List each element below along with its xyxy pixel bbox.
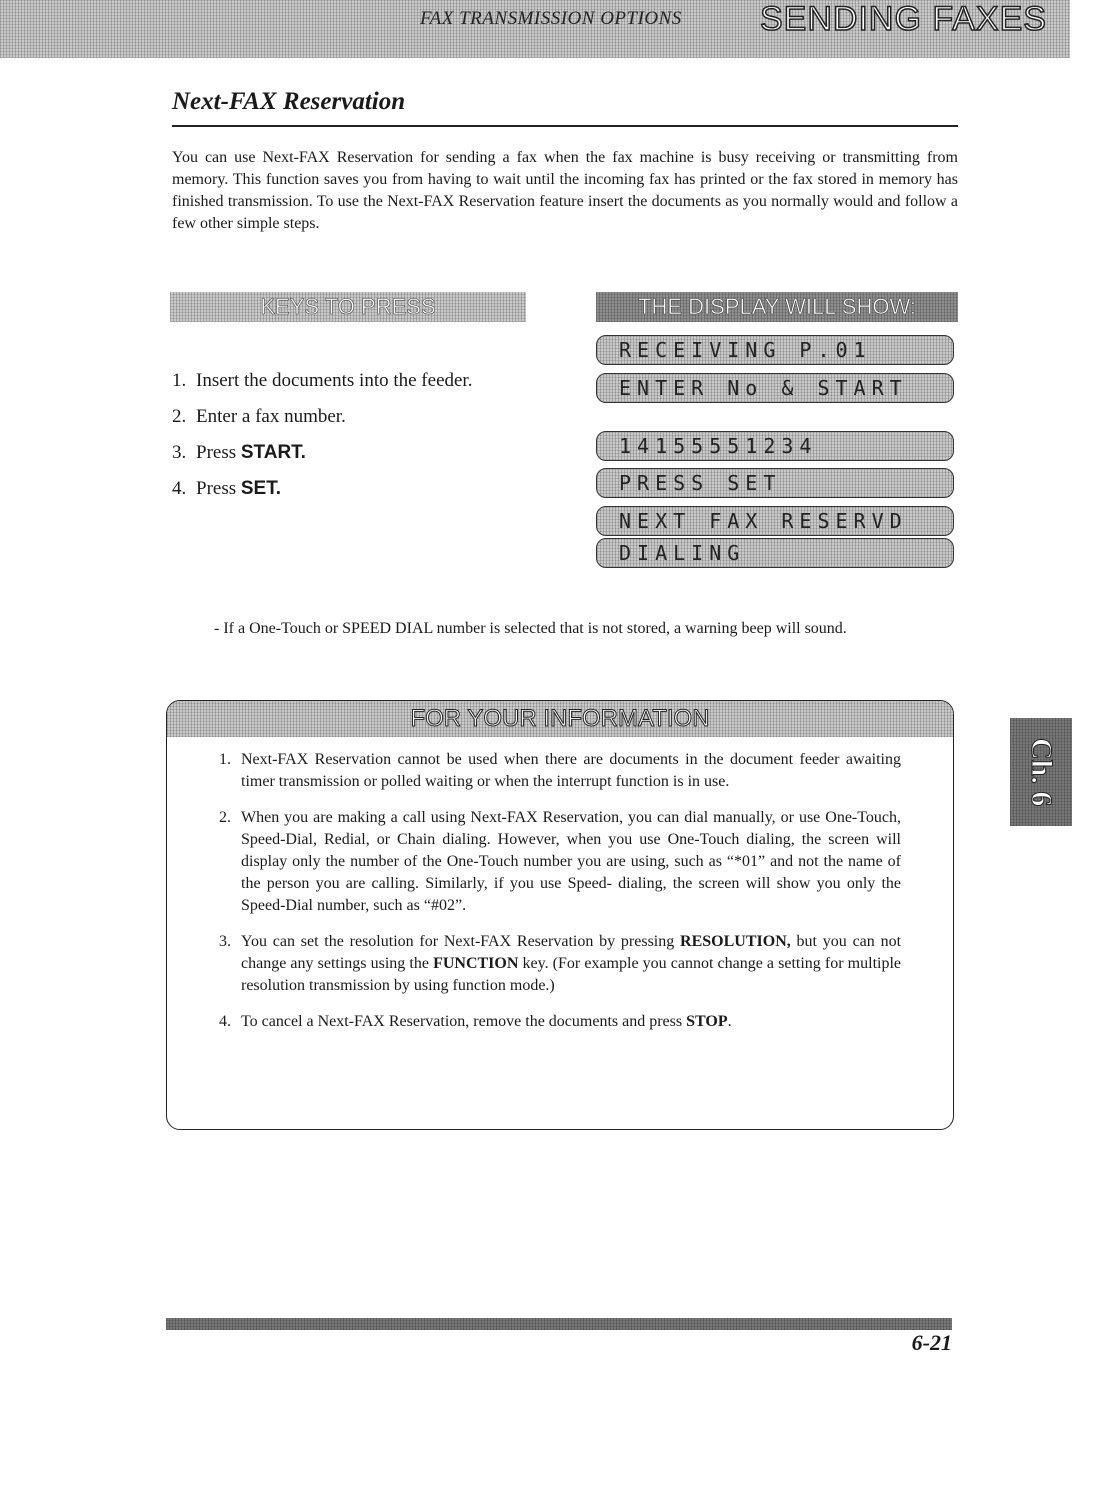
header-subtitle: FAX TRANSMISSION OPTIONS <box>420 8 682 29</box>
info-box <box>166 700 954 1130</box>
info-list <box>219 749 901 1047</box>
info-number: 2. <box>219 809 231 826</box>
step-number: 3. <box>172 442 187 463</box>
lcd-display-line: NEXT FAX RESERVD <box>596 506 954 536</box>
footer-bar <box>166 1318 952 1330</box>
page-number: 6-21 <box>911 1330 952 1355</box>
lcd-display-line: 14155551234 <box>596 431 954 461</box>
lcd-display-line: PRESS SET <box>596 468 954 498</box>
info-text: but you can not change any settings using the <box>241 933 902 972</box>
lcd-display-line: RECEIVING P.01 <box>596 335 954 365</box>
stop-key-label: STOP <box>686 1013 728 1030</box>
info-text: Next-FAX Reservation cannot be used when there are documents in the document feeder awaiting timer transmission or polled waiting or when the interrupt function is in use. <box>241 751 901 790</box>
step-number: 1. <box>172 370 187 391</box>
lcd-display-line: ENTER No & START <box>596 373 954 403</box>
title-divider <box>172 125 958 127</box>
step-item <box>172 404 532 429</box>
info-heading: FOR YOUR INFORMATION <box>167 701 953 737</box>
header-band <box>0 0 1070 58</box>
keys-banner: KEYS TO PRESS <box>170 292 526 322</box>
info-number: 3. <box>219 933 231 950</box>
chapter-tab: Ch. 6 <box>1010 718 1072 826</box>
info-text: . <box>727 1013 732 1030</box>
lcd-display-line: DIALING <box>596 538 954 568</box>
step-item <box>172 440 532 465</box>
step-number: 4. <box>172 478 187 499</box>
step-item <box>172 368 532 393</box>
info-text: To cancel a Next-FAX Reservation, remove the documents and press <box>241 1013 687 1030</box>
info-number: 4. <box>219 1013 231 1030</box>
header-title: SENDING FAXES <box>760 0 1047 38</box>
info-item <box>219 807 901 917</box>
display-banner: THE DISPLAY WILL SHOW: <box>596 292 958 322</box>
intro-paragraph: You can use Next-FAX Reservation for sending a fax when the fax machine is busy receiving or transmitting from memory. This function saves you from having to wait until the incoming fax has printed or the fax stored in memory has finished transmission. To use the Next-FAX Reservation feature insert the documents as you normally would and follow a few other simple steps. <box>172 149 958 232</box>
info-text: You can set the resolution for Next-FAX Reservation by pressing <box>241 933 681 950</box>
resolution-key-label: RESOLUTION, <box>680 933 791 950</box>
step-text: Enter a fax number. <box>196 406 346 427</box>
start-key-label: START. <box>240 442 306 463</box>
info-number: 1. <box>219 751 231 768</box>
step-item <box>172 476 532 501</box>
step-text: Press <box>196 442 241 463</box>
function-key-label: FUNCTION <box>433 955 519 972</box>
info-item <box>219 749 901 793</box>
set-key-label: SET. <box>240 478 281 499</box>
info-item <box>219 931 901 997</box>
info-item <box>219 1011 901 1033</box>
warning-note: - If a One-Touch or SPEED DIAL number is selected that is not stored, a warning beep will sound. <box>214 620 847 637</box>
section-title: Next-FAX Reservation <box>172 88 406 115</box>
step-text: Insert the documents into the feeder. <box>196 370 473 391</box>
info-text: When you are making a call using Next-FAX Reservation, you can dial manually, or use One-Touch, Speed-Dial, Redial, or Chain dialing. However, when you use One-Touch dialing, the screen will display only the number of the One-Touch number you are using, such as “*01” and not the name of the person you are calling. Similarly, if you use Speed- dialing, the screen will show you only the Speed-Dial number, such as “#02”. <box>241 809 901 914</box>
info-text: key. (For example you cannot change a setting for multiple resolution transmission by using function mode.) <box>241 955 902 994</box>
step-text: Press <box>196 478 241 499</box>
step-number: 2. <box>172 406 187 427</box>
key-steps-list <box>172 368 532 512</box>
